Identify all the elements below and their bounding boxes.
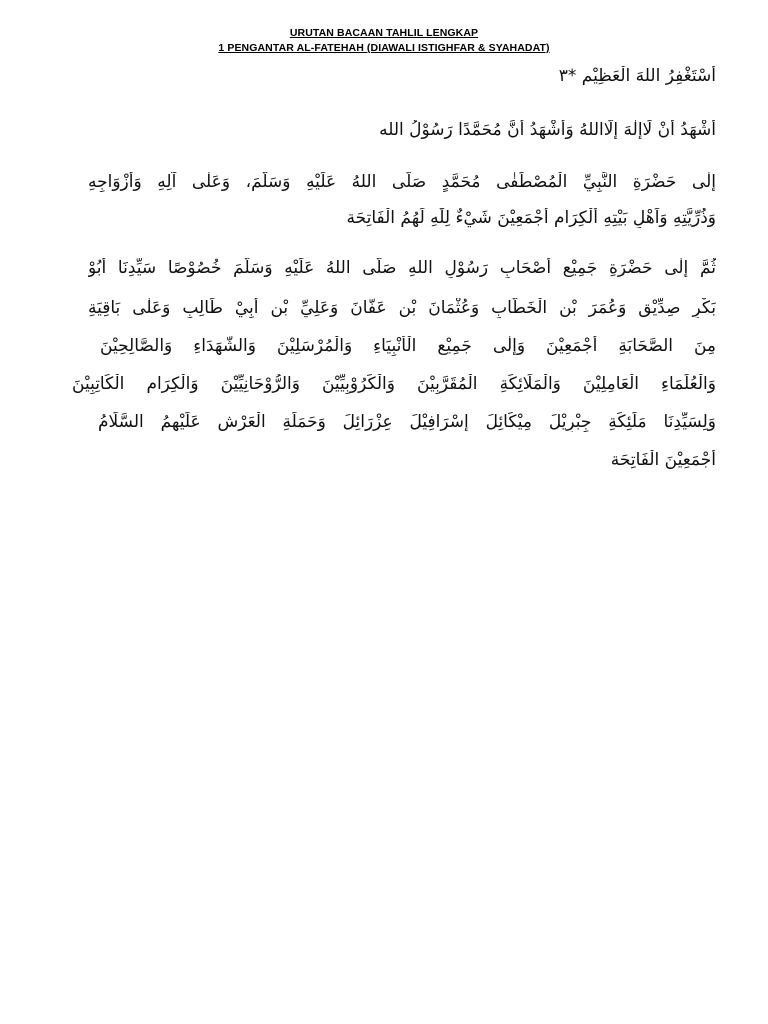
arabic-text-line: مِنَ الصَّحَابَةِ أَجْمَعِيْنَ وَإِلٰى جَمِيْعِ الْأَنْبِيَاءِ وَالْمُرْسَلِيْنَ وَالشُّهَدَاءِ وَالصَّالِحِيْنَ (100, 336, 716, 356)
arabic-text-line: وَالْعُلَمَاءِ الْعَامِلِيْنَ وَالْمَلَائِكَةِ الْمُقَرَّبِيْنَ وَالْكَرُوْبِيِّيْنَ وَالرُّوْحَانِيِّيْنَ وَالْكِرَامِ الْكَاتِبِيْنَ (72, 374, 716, 394)
arabic-text-line: وَذُرِّيَّتِهِ وَاَهْلِ بَيْتِهِ أَلْكِرَامِ أَجْمَعِيْنَ شَيْءٌ لِلّٰهِ لَهُمُ الْفَاتِحَة (346, 208, 716, 228)
istighfar-line: أَسْتَغْفِرُ اللهَ الْعَظِيْم *٣ (558, 66, 716, 86)
arabic-text-line: ثُمَّ إِلٰى حَضْرَةِ جَمِيْعِ أَصْحَابِ رَسُوْلِ اللهِ صَلَّى اللهُ عَلَيْهِ وَسَلَّمَ خُصُوْصًا سَيِّدِنَا أَبُوْ (88, 258, 716, 278)
section-heading: 1 PENGANTAR AL-FATEHAH (DIAWALI ISTIGHFAR & SYAHADAT) (218, 42, 550, 54)
arabic-text-line: وَلِسَيِّدِنَا مَلَئِكَةِ جِبْرِيْلَ مِيْكَائِلَ إِسْرَافِيْلَ عِزْرَائِلَ وَحَمَلَةِ الْعَرْشِ عَلَيْهِمُ السَّلَامُ (98, 412, 716, 432)
syahadat-line: أَشْهَدُ أَنْ لَاإِلٰهَ إِلَّااللهُ وَأَشْهَدُ أَنَّ مُحَمَّدًا رَسُوْلُ الله (379, 120, 716, 140)
arabic-text-line: بَكْرٍ صِدِّيْقٍ وَعُمَرَ بْنِ الْخَطَّابِ وَعُثْمَانَ بْنِ عَفَّانَ وَعَلِيِّ بْنِ أَبِيْ طَالِبٍ وَعَلٰى بَاقِيَةِ (88, 298, 716, 318)
arabic-text-line: إِلٰى حَضْرَةِ النَّبِيِّ الْمُصْطَفٰى مُحَمَّدٍ صَلَّى اللهُ عَلَيْهِ وَسَلَّمَ، وَعَلٰى آلِهِ وَأَزْوَاجِهِ (88, 172, 716, 192)
arabic-text-line: أَجْمَعِيْنَ الْفَاتِحَة (610, 450, 716, 470)
document-title: URUTAN BACAAN TAHLIL LENGKAP (289, 27, 479, 39)
